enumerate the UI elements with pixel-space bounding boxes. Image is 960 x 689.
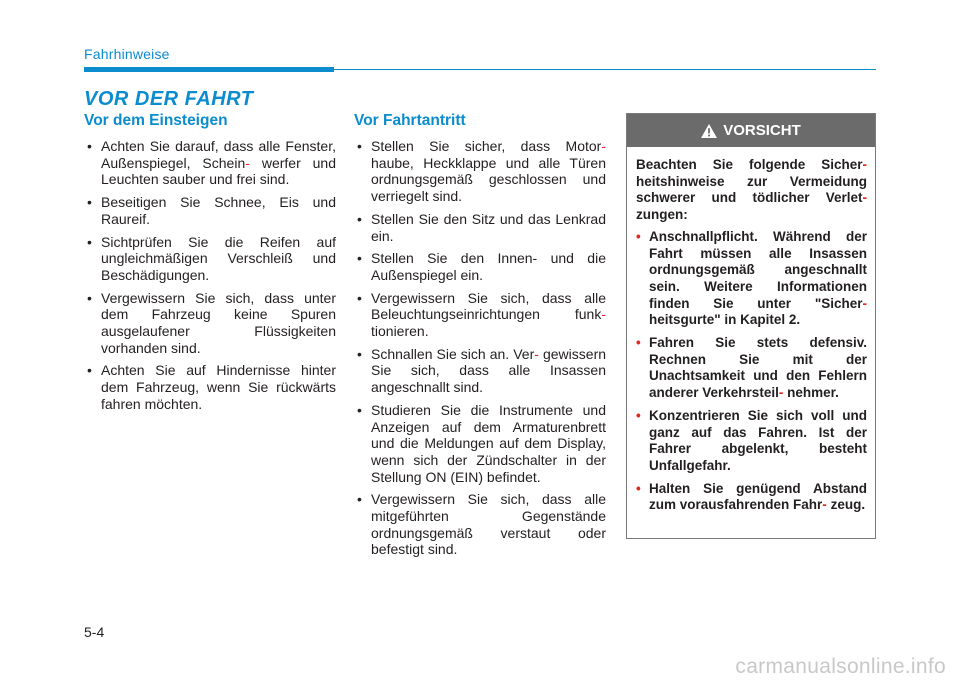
list-item: • Achten Sie auf Hindernisse hinter dem Fahrzeug, wenn Sie rückwärts fahren möchten.	[84, 362, 336, 412]
chapter-header: Fahrhinweise	[84, 46, 170, 62]
subsection-title: Vor dem Einsteigen	[84, 112, 228, 129]
list-item: • Konzentrieren Sie sich voll und ganz auf das Fahren. Ist der Fahrer abgelenkt, besteht Unfallgefahr.	[636, 408, 867, 475]
list-item: • Sichtprüfen Sie die Reifen auf ungleichmäßigen Verschleiß und Beschädigungen.	[84, 234, 336, 284]
caution-body	[627, 147, 875, 514]
watermark: carmanualsonline.info	[735, 655, 946, 678]
list-item: • Vergewissern Sie sich, dass alle Beleuchtungseinrichtungen funk- tionieren.	[354, 290, 606, 340]
list-item: • Vergewissern Sie sich, dass unter dem Fahrzeug keine Spuren ausgelaufener Flüssigkeiten vorhanden sind.	[84, 290, 336, 357]
list-item: • Stellen Sie den Sitz und das Lenkrad ein.	[354, 211, 606, 244]
warning-triangle-icon	[701, 124, 717, 138]
caution-intro: Beachten Sie folgende Sicher- heitshinweise zur Vermeidung schwerer und tödlicher Verlet- zungen:	[636, 157, 867, 223]
caution-heading: VORSICHT	[723, 122, 801, 139]
list-item: • Anschnallpflicht. Während der Fahrt müssen alle Insassen ordnungsgemäß angeschnallt sein. Weitere Informationen finden Sie unter "Sicher- heitsgurte" in Kapitel 2.	[636, 229, 867, 329]
section-title: VOR DER FAHRT	[84, 88, 254, 110]
list-item: • Studieren Sie die Instrumente und Anzeigen auf dem Armaturenbrett und die Meldungen auf dem Display, wenn sich der Zündschalter in der Stellung ON (EIN) befindet.	[354, 402, 606, 486]
list-item: • Schnallen Sie sich an. Ver- gewissern Sie sich, dass alle Insassen angeschnallt sind.	[354, 346, 606, 396]
header-rule-thin	[334, 69, 876, 70]
caution-header	[627, 114, 875, 147]
page-number: 5-4	[84, 624, 105, 640]
caution-box	[626, 113, 876, 539]
list-item: • Vergewissern Sie sich, dass alle mitgeführten Gegenstände ordnungsgemäß verstaut oder befestigt sind.	[354, 491, 606, 558]
column-before-driving	[354, 112, 606, 564]
list-item: • Stellen Sie sicher, dass Motor- haube, Heckklappe und alle Türen ordnungsgemäß geschlossen und verriegelt sind.	[354, 138, 606, 205]
column-before-entering	[84, 112, 336, 419]
subsection-title: Vor Fahrtantritt	[354, 112, 466, 129]
list-item: • Stellen Sie den Innen- und die Außenspiegel ein.	[354, 250, 606, 283]
header-rule-thick	[84, 67, 334, 72]
list-item: • Beseitigen Sie Schnee, Eis und Raureif.	[84, 194, 336, 227]
caution-list	[636, 229, 867, 514]
bullet-list	[84, 138, 336, 413]
bullet-list	[354, 138, 606, 558]
list-item: • Achten Sie darauf, dass alle Fenster, Außenspiegel, Schein- werfer und Leuchten sauber und frei sind.	[84, 138, 336, 188]
list-item: • Halten Sie genügend Abstand zum vorausfahrenden Fahr- zeug.	[636, 481, 867, 514]
list-item: • Fahren Sie stets defensiv. Rechnen Sie mit der Unachtsamkeit und den Fehlern anderer Verkehrsteil- nehmer.	[636, 335, 867, 402]
